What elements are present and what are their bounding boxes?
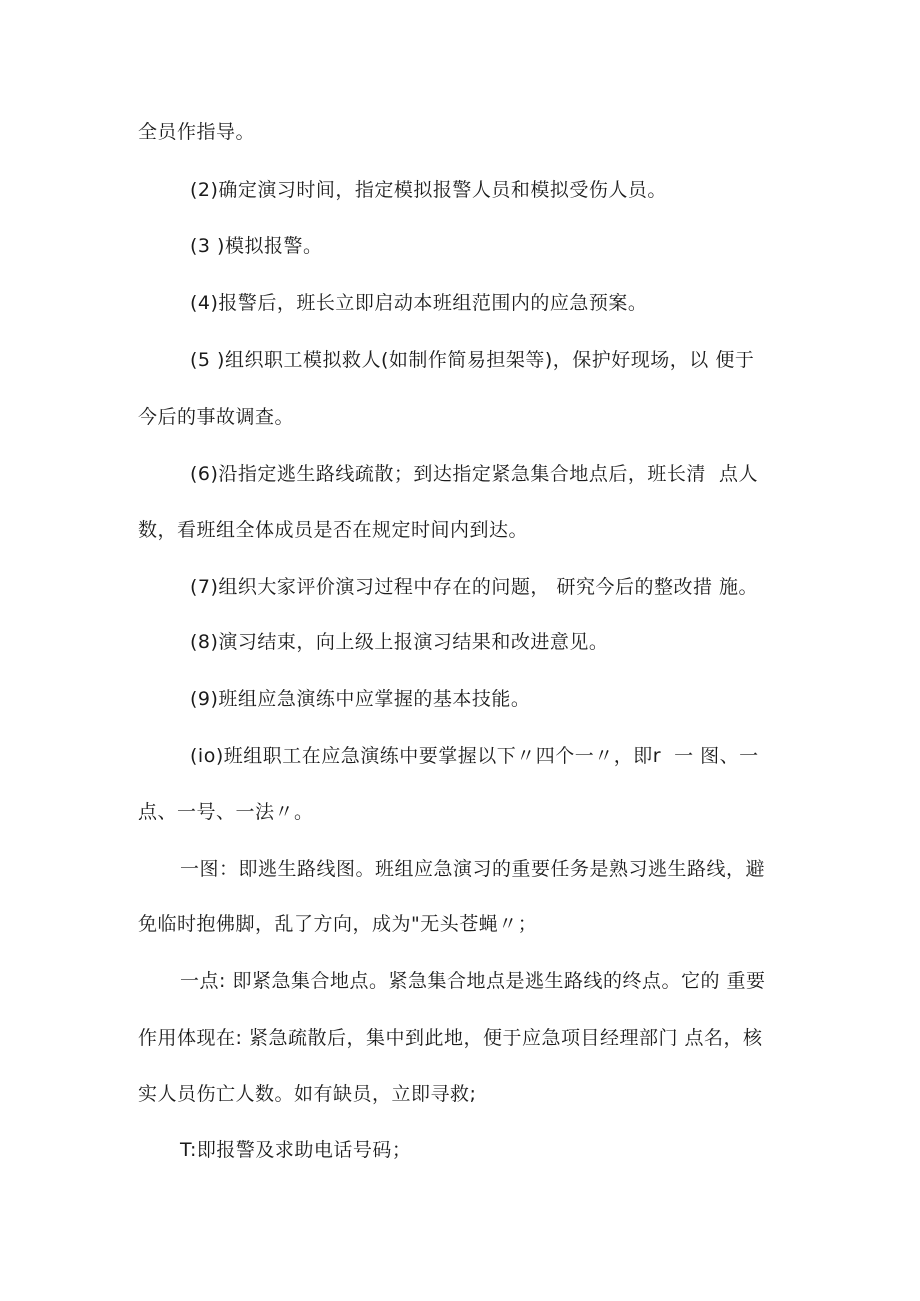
text-line: 今后的事故调查。 bbox=[138, 406, 295, 428]
text-line: (2)确定演习时间，指定模拟报警人员和模拟受伤人员。 bbox=[190, 179, 667, 201]
text-line: (io)班组职工在应急演练中要掌握以下〃四个一〃，即r 一 图、一 bbox=[190, 745, 759, 767]
text-line: T:即报警及求助电话号码； bbox=[180, 1139, 412, 1161]
text-line: 作用体现在: 紧急疏散后，集中到此地，便于应急项目经理部门 点名，核 bbox=[138, 1027, 763, 1049]
text-line: 点、一号、一法〃。 bbox=[138, 801, 314, 823]
text-line: (5 )组织职工模拟救人(如制作简易担架等)，保护好现场，以 便于 bbox=[190, 349, 755, 371]
text-line: 全员作指导。 bbox=[138, 121, 256, 143]
text-line: 数，看班组全体成员是否在规定时间内到达。 bbox=[138, 519, 529, 541]
text-line: 实人员伤亡人数。如有缺员，立即寻救; bbox=[138, 1083, 477, 1105]
text-line: (4)报警后，班长立即启动本班组范围内的应急预案。 bbox=[190, 292, 648, 314]
text-line: 一点: 即紧急集合地点。紧急集合地点是逃生路线的终点。它的 重要 bbox=[180, 970, 766, 992]
text-line: (3 )模拟报警。 bbox=[190, 235, 323, 257]
text-line: (7)组织大家评价演习过程中存在的问题， 研究今后的整改措 施。 bbox=[190, 576, 758, 598]
text-line: 免临时抱佛脚，乱了方向，成为"无头苍蝇〃； bbox=[138, 913, 538, 935]
text-line: (9)班组应急演练中应掌握的基本技能。 bbox=[190, 688, 531, 710]
text-line: (6)沿指定逃生路线疏散；到达指定紧急集合地点后，班长清 点人 bbox=[190, 463, 758, 485]
text-line: (8)演习结束，向上级上报演习结果和改进意见。 bbox=[190, 631, 609, 653]
text-line: 一图：即逃生路线图。班组应急演习的重要任务是熟习逃生路线，避 bbox=[180, 858, 766, 880]
